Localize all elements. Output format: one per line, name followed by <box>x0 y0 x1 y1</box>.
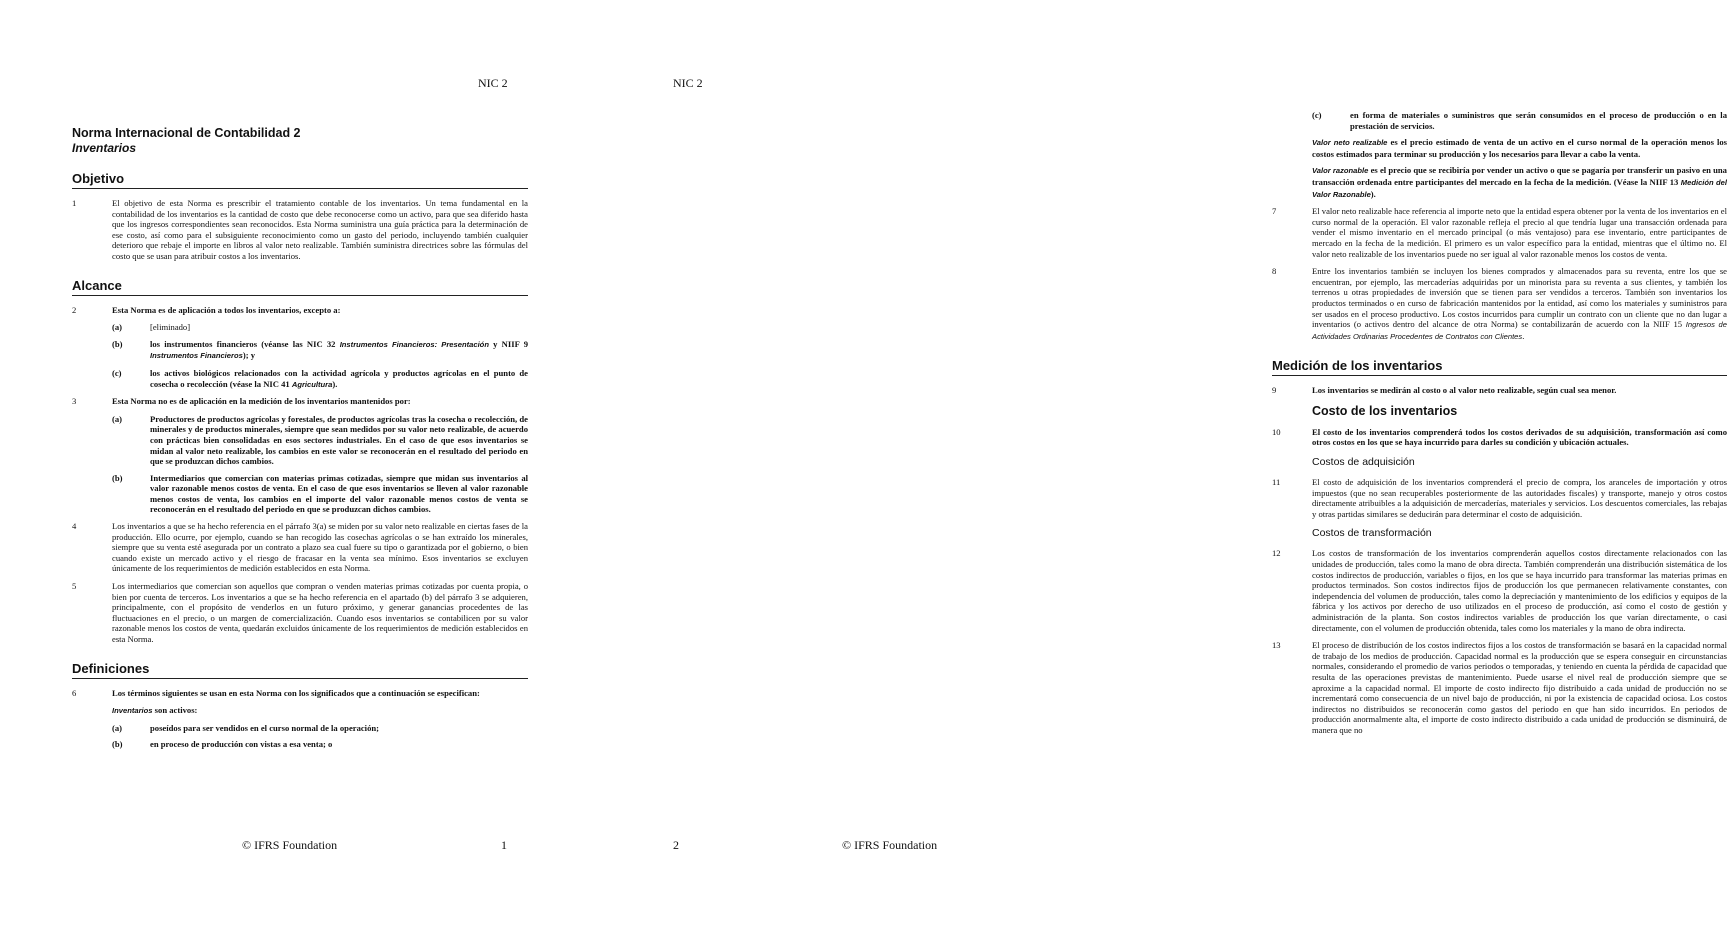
list-item <box>112 473 528 515</box>
footer-copyright: © IFRS Foundation <box>842 838 938 852</box>
item-label: (a) <box>112 722 123 733</box>
item-text-part: ); y <box>242 350 256 361</box>
paragraph-5 <box>72 581 528 645</box>
left-page <box>0 0 600 927</box>
paragraph-number: 6 <box>72 687 77 698</box>
paragraph-number: 9 <box>1272 385 1277 396</box>
paragraph-12 <box>1272 548 1727 633</box>
paragraph-number: 2 <box>72 304 77 315</box>
paragraph-number: 5 <box>72 581 77 592</box>
paragraph-text: Los intermediarios que comercian son aquellos que compran o venden materias primas cotizadas por cuenta propia, o bien por cuenta de terceros. Los inventarios a que se ha hecho referencia en el apartado (b) del párrafo 3 se adquieren, principalmente, con el propósito de venderlos en un futuro próximo, y generar ganancias procedentes de las fluctuaciones en el precio, o un margen de comercialización. Cuando esos inventarios se contabilicen por su valor razonable menos los costos de venta, quedarán excluidos únicamente de los requerimientos de medición establecidos en esta Norma. <box>112 581 528 644</box>
list-item <box>112 339 528 362</box>
subsection-heading-transformacion: Costos de transformación <box>1312 527 1432 540</box>
paragraph-number: 1 <box>72 198 77 208</box>
subsection-heading-adquisicion: Costos de adquisición <box>1312 456 1415 469</box>
item-text: Intermediarios que comercian con materias primas cotizadas, siempre que midan sus inventarios al valor razonable menos costos de venta. En el caso de que esos inventarios se lleven al valor razonable menos costos de venta, los cambios en el importe del valor razonable menos costos de venta se reconocerán en el resultado del periodo en que se produzcan dichos cambios. <box>150 472 528 515</box>
item-text <box>150 368 528 390</box>
item-label: (b) <box>112 739 123 750</box>
standard-title: Ingresos de Actividades Ordinarias Procedentes de Contratos con Clientes <box>1312 320 1727 341</box>
standard-title: Instrumentos Financieros <box>150 351 243 361</box>
paragraph-number: 8 <box>1272 266 1277 277</box>
paragraph-13 <box>1272 640 1727 735</box>
paragraph-1 <box>72 198 528 262</box>
definition-text: es el precio que se recibiría por vender un activo o que se pagaría por transferir un pasivo en una transacción ordenada entre participantes del mercado en la fecha de la medición. (Véase la NIIF 13 <box>1312 165 1727 187</box>
paragraph-text: Los costos de transformación de los inventarios comprenderán aquellos costos directamente relacionados con las unidades de producción, tales como la mano de obra directa. También comprenderán una distribución sistemática de los costos indirectos de producción, variables o fijos, en los que se haya incurrido para transformar las materias primas en productos terminados. Son costos indirectos fijos de producción los que permanecen relativamente constantes, con independencia del volumen de producción, tales como la depreciación y mantenimiento de los edificios y equipos de la fábrica y los activos por derecho de uso utilizados en el proceso de producción, así como el costo de gestión y administración de la planta. Son costos indirectos variables de producción los que varían directamente, o casi directamente, con el volumen de producción obtenida, tales como los materiales y la mano de obra indirecta. <box>1312 548 1727 633</box>
list-item <box>112 414 528 467</box>
section-heading-alcance: Alcance <box>72 278 528 296</box>
paragraph-text <box>1312 266 1727 342</box>
definition-text: es el precio estimado de venta de un activo en el curso normal de la operación menos los costos estimados para terminar su producción y los necesarios para llevar a cabo la venta. <box>1312 137 1727 159</box>
item-text-part: ). <box>332 378 338 389</box>
item-text-part: los activos biológicos relacionados con la actividad agrícola y productos agrícolas en el punto de cosecha o recolección (véase la NIC 41 <box>150 367 528 389</box>
document-subtitle: Inventarios <box>72 141 137 155</box>
list-item <box>1312 110 1727 131</box>
paragraph-text: Esta Norma es de aplicación a todos los inventarios, excepto a: <box>112 304 341 315</box>
paragraph-text: El costo de los inventarios comprenderá todos los costos derivados de su adquisición, transformación así como otros costos en los que se haya incurrido para darles su condición y ubicación actuales. <box>1312 426 1727 448</box>
item-label: (c) <box>1312 110 1322 120</box>
list-item <box>112 723 528 734</box>
definition-valor-neto-realizable <box>1312 137 1727 159</box>
paragraph-4 <box>72 521 528 574</box>
definition-valor-razonable <box>1312 165 1727 200</box>
paragraph-number: 7 <box>1272 206 1277 217</box>
item-text: en proceso de producción con vistas a esa venta; o <box>150 739 333 750</box>
defined-term: Valor razonable <box>1312 166 1369 176</box>
item-text-part: los instrumentos financieros (véanse las NIC 32 <box>150 338 336 349</box>
item-label: (c) <box>112 367 122 378</box>
section-heading-definiciones: Definiciones <box>72 661 528 679</box>
paragraph-3 <box>72 396 528 407</box>
list-item <box>112 368 528 390</box>
section-heading-objetivo: Objetivo <box>72 171 528 189</box>
list-item <box>112 322 528 333</box>
item-text <box>150 339 528 362</box>
list-item <box>112 739 528 750</box>
item-label: (b) <box>112 338 123 349</box>
paragraph-text: El objetivo de esta Norma es prescribir el tratamiento contable de los inventarios. Un tema fundamental en la contabilidad de los inventarios es la cantidad de costo que debe reconocerse como un activo, para que sea diferido hasta que los ingresos correspondientes sean reconocidos. Esta Norma suministra una guía práctica para la determinación de ese costo, así como para el subsiguiente reconocimiento como un gasto del periodo, incluyendo también cualquier deterioro que rebaje el importe en libros al valor neto realizable. También suministra directrices sobre las fórmulas del costo que se usan para atribuir costos a los inventarios. <box>112 198 528 261</box>
standard-title: Agricultura <box>291 379 333 389</box>
paragraph-7 <box>1272 206 1727 259</box>
item-text: en forma de materiales o suministros que serán consumidos en el proceso de producción o en la prestación de servicios. <box>1350 110 1727 131</box>
left-page-content <box>72 126 528 756</box>
document-title: Norma Internacional de Contabilidad 2 <box>72 126 301 140</box>
paragraph-number: 11 <box>1272 477 1281 488</box>
definition-line <box>112 705 528 717</box>
item-text: poseídos para ser vendidos en el curso normal de la operación; <box>150 722 380 733</box>
paragraph-9 <box>1272 385 1727 396</box>
standard-title: Instrumentos Financieros: Presentación <box>339 339 489 349</box>
section-heading-medicion: Medición de los inventarios <box>1272 358 1727 376</box>
paragraph-number: 10 <box>1272 426 1281 437</box>
standard-title: Medición del Valor Razonable <box>1312 177 1727 199</box>
footer-copyright: © IFRS Foundation <box>242 838 338 852</box>
subsection-heading-costo: Costo de los inventarios <box>1312 403 1458 418</box>
item-text: [eliminado] <box>150 322 191 333</box>
running-header: NIC 2 <box>673 76 703 90</box>
paragraph-8 <box>1272 266 1727 342</box>
paragraph-text-part: . <box>1522 330 1525 341</box>
paragraph-10 <box>1272 427 1727 448</box>
paragraph-text: El valor neto realizable hace referencia al importe neto que la entidad espera obtener por la venta de los inventarios en el curso normal de la operación. El valor razonable refleja el precio al que tendría lugar una transacción ordenada para vender el mismo inventario en el mercado principal (o más ventajoso) para ese inventario, entre participantes de mercado en la fecha de la medición. El primero es un valor específico para la entidad, mientras que el último no. El valor neto realizable de los inventarios puede no ser igual al valor razonable menos los costos de venta. <box>1312 206 1727 259</box>
right-page <box>600 0 1727 927</box>
paragraph-2 <box>72 305 528 316</box>
definition-text: son activos: <box>154 705 198 716</box>
running-header: NIC 2 <box>478 76 508 90</box>
item-label: (b) <box>112 472 123 483</box>
paragraph-6 <box>72 688 528 699</box>
item-label: (a) <box>112 322 123 333</box>
paragraph-number: 12 <box>1272 548 1281 559</box>
paragraph-number: 13 <box>1272 640 1281 651</box>
paragraph-text-part: Entre los inventarios también se incluyen los bienes comprados y almacenados para su reventa, entre los que se encuentran, por ejemplo, las mercaderías adquiridas por un minorista para su reventa a sus clientes, y también los terrenos u otras propiedades de inversión que se tienen para ser vendidos a terceros. También son inventarios los productos terminados o en curso de fabricación mantenidos por la entidad, así como los materiales y suministros para ser usados en el proceso productivo. Los costos incurridos para cumplir un contrato con un cliente que no dan lugar a inventarios (o activos dentro del alcance de otra Norma) se contabilizarán de acuerdo con la NIIF 15 <box>1312 266 1727 330</box>
defined-term: Valor neto realizable <box>1312 138 1388 148</box>
item-text: Productores de productos agrícolas y forestales, de productos agrícolas tras la cosecha o recolección, de minerales y de productos minerales, siempre que sean medidos por su valor neto realizable, de acuerdo con prácticas bien consolidadas en esos sectores industriales. En el caso de que esos inventarios se midan al valor neto realizable, los cambios en este valor se reconocerán en el resultado del periodo en que se produzcan dichos cambios. <box>150 413 528 467</box>
paragraph-text: Los inventarios se medirán al costo o al valor neto realizable, según cual sea menor. <box>1312 385 1617 396</box>
defined-term: Inventarios <box>112 706 153 716</box>
right-page-content <box>1272 110 1727 743</box>
paragraph-text: El proceso de distribución de los costos indirectos fijos a los costos de transformación se basará en la capacidad normal de trabajo de los medios de producción. Capacidad normal es la producción que se espera conseguir en circunstancias normales, considerando el promedio de varios periodos o temporadas, y teniendo en cuenta la pérdida de capacidad que resulta de las operaciones previstas de mantenimiento. Puede usarse el nivel real de producción siempre que se aproxime a la capacidad normal. El importe de costo indirecto fijo distribuido a cada unidad de producción no se incrementará como consecuencia de un nivel bajo de producción, ni por la existencia de capacidad ociosa. Los costos indirectos no distribuidos se reconocerán como gastos del periodo en que han sido incurridos. En periodos de producción anormalmente alta, el importe de costo indirecto distribuido a cada unidad de producción se disminuirá, de manera que no <box>1312 640 1727 735</box>
page-number: 2 <box>673 838 679 852</box>
definition-text: ). <box>1370 188 1376 199</box>
paragraph-11 <box>1272 477 1727 519</box>
paragraph-number: 4 <box>72 521 77 532</box>
paragraph-text: Los inventarios a que se ha hecho referencia en el párrafo 3(a) se miden por su valor neto realizable en ciertas fases de la producción. Ello ocurre, por ejemplo, cuando se han recogido las cosechas agrícolas o se han extraído los minerales, siempre que su venta esté asegurada por un contrato a plazo sea cual fuere su tipo o garantizada por el gobierno, o bien cuando existe un mercado activo y el riesgo de fracasar en la venta sea mínimo. Esos inventarios se excluyen únicamente de los requerimientos de medición establecidos en esta Norma. <box>112 521 528 574</box>
paragraph-text: Los términos siguientes se usan en esta Norma con los significados que a continuación se especifican: <box>112 687 480 698</box>
item-text-part: y NIIF 9 <box>493 338 528 349</box>
page-number: 1 <box>501 838 507 852</box>
paragraph-number: 3 <box>72 396 77 407</box>
item-label: (a) <box>112 413 123 424</box>
paragraph-text: El costo de adquisición de los inventarios comprenderá el precio de compra, los aranceles de importación y otros impuestos (que no sean recuperables posteriormente de las autoridades fiscales) y transporte, manejo y otros costos directamente atribuibles a la adquisición de mercaderías, materiales y servicios. Los descuentos comerciales, las rebajas y otras partidas similares se deducirán para determinar el costo de adquisición. <box>1312 477 1727 519</box>
paragraph-text: Esta Norma no es de aplicación en la medición de los inventarios mantenidos por: <box>112 396 411 407</box>
